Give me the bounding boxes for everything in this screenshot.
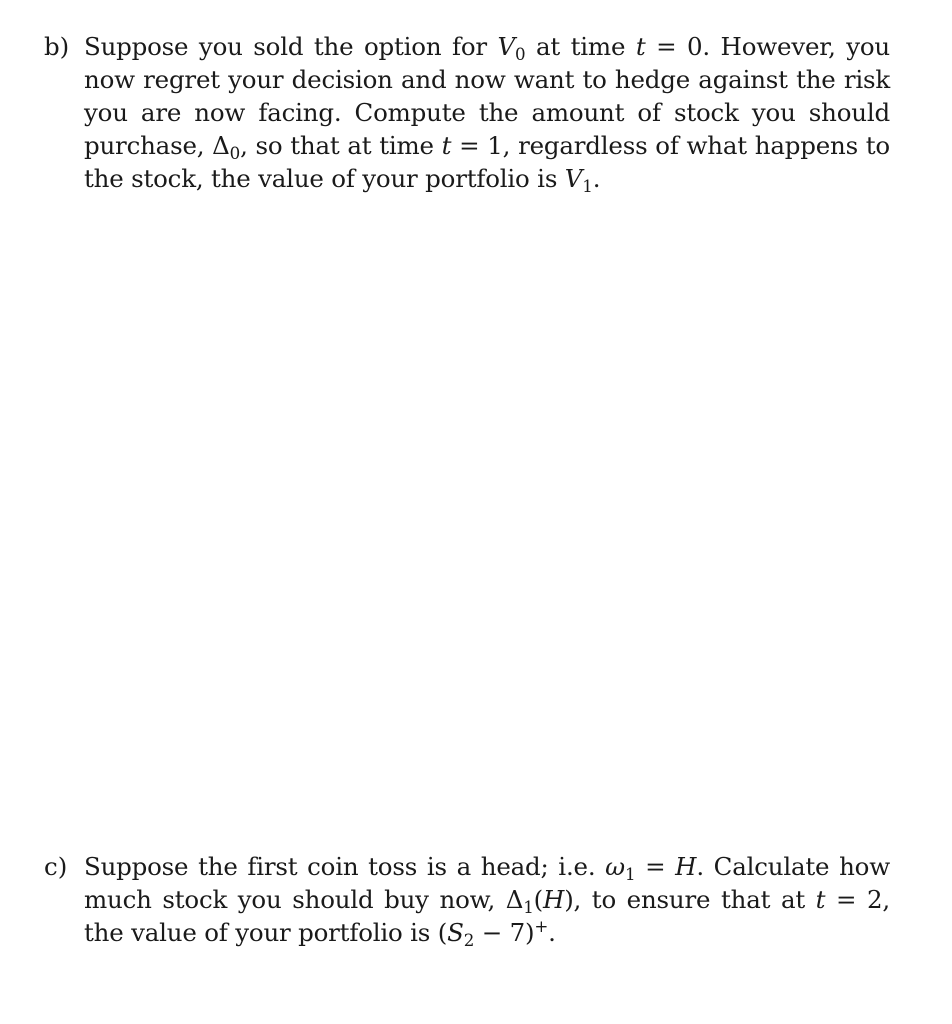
- problem-c: [44, 850, 890, 949]
- problem-c-text: Suppose the first coin toss is a head; i.e. $\omega_1 = H$. Calculate how much stock you should buy now, $\Delta_1(H)$, to ensure that at t = 2, the value of your portfolio is $(S_2 - 7)^+$.: [84, 852, 890, 950]
- problem-b-label: b): [44, 32, 70, 61]
- problem-b-text: Suppose you sold the option for $V_0$ at time t = 0. However, you now regret your decision and now want to hedge against the risk you are now facing. Compute the amount of stock you should purchase, $\Delta_0$, so that at time t = 1, regardless of what happens to the stock, the value of your portfolio is $V_1$.: [84, 32, 891, 196]
- problem-b: [44, 30, 890, 195]
- problem-c-label: c): [44, 852, 68, 881]
